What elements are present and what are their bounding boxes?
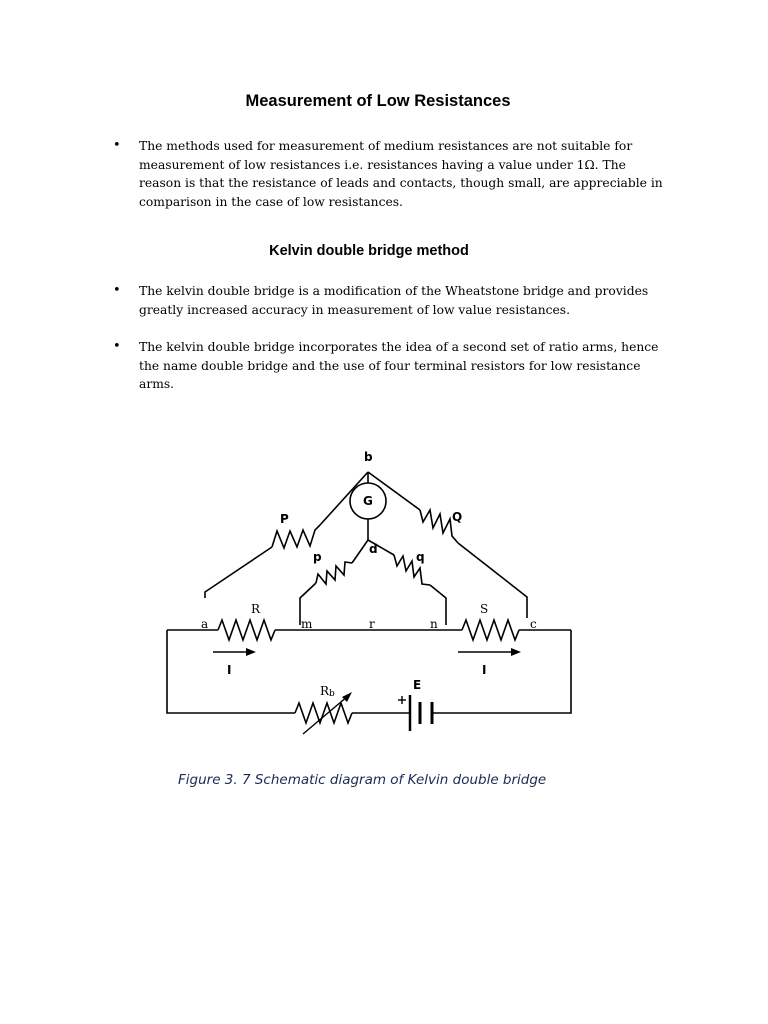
text-line: greatly increased accuracy in measurement of low value resistances. — [139, 302, 571, 317]
text-line: arms. — [139, 377, 175, 392]
wire-b-to-Q — [368, 472, 420, 510]
label-a: a — [201, 617, 209, 631]
wire-outer-loop-right — [432, 630, 571, 713]
label-I-right: I — [482, 663, 487, 677]
label-I-left: I — [227, 663, 232, 677]
label-q: q — [416, 550, 425, 564]
label-S: S — [480, 602, 489, 616]
label-E: E — [413, 678, 422, 692]
label-r: r — [369, 617, 375, 631]
label-m: m — [301, 617, 313, 631]
resistor-S — [462, 620, 519, 640]
label-b: b — [364, 450, 373, 464]
rheostat-arrow-shaft — [303, 696, 348, 734]
resistor-q — [394, 555, 430, 585]
figure-caption: Figure 3. 7 Schematic diagram of Kelvin double bridge — [178, 772, 547, 788]
wire-a-to-P — [205, 547, 272, 598]
label-Q: Q — [452, 510, 463, 524]
label-n: n — [430, 617, 438, 631]
label-c: c — [530, 617, 537, 631]
current-arrow-right-head — [511, 648, 521, 656]
current-arrow-left-head — [246, 648, 256, 656]
wire-p-to-d — [352, 540, 368, 563]
resistor-p — [316, 562, 352, 584]
rheostat-Rb — [295, 703, 352, 723]
label-R: R — [251, 602, 261, 616]
label-Rb-subscript: b — [329, 689, 335, 699]
bullet-symbol: • — [113, 138, 121, 153]
text-line: comparison in the case of low resistances. — [139, 194, 403, 209]
text-line: The kelvin double bridge incorporates the idea of a second set of ratio arms, hence — [139, 340, 659, 354]
wire-Q-to-c — [458, 543, 527, 618]
page-title: Measurement of Low Resistances — [245, 92, 511, 110]
text-line: reason is that the resistance of leads and contacts, though small, are appreciable in — [139, 176, 663, 191]
bullet-symbol: • — [113, 339, 121, 354]
bullet-symbol: • — [113, 283, 121, 298]
label-P: P — [280, 512, 289, 526]
label-d: d — [369, 542, 378, 556]
text-line: The kelvin double bridge is a modification of the Wheatstone bridge and provides — [139, 284, 649, 298]
text-line: the name double bridge and the use of four terminal resistors for low resistance — [139, 358, 641, 373]
resistor-R — [218, 620, 275, 640]
section-heading: Kelvin double bridge method — [269, 243, 469, 259]
resistor-P — [272, 525, 320, 548]
text-line: measurement of low resistances i.e. resistances having a value under 1Ω. The — [139, 157, 626, 172]
label-Rb — [320, 684, 335, 699]
text-line: The methods used for measurement of medium resistances are not suitable for — [139, 139, 633, 153]
label-G: G — [363, 494, 373, 508]
label-p: p — [313, 550, 322, 564]
label-Rb-main: R — [320, 684, 330, 698]
